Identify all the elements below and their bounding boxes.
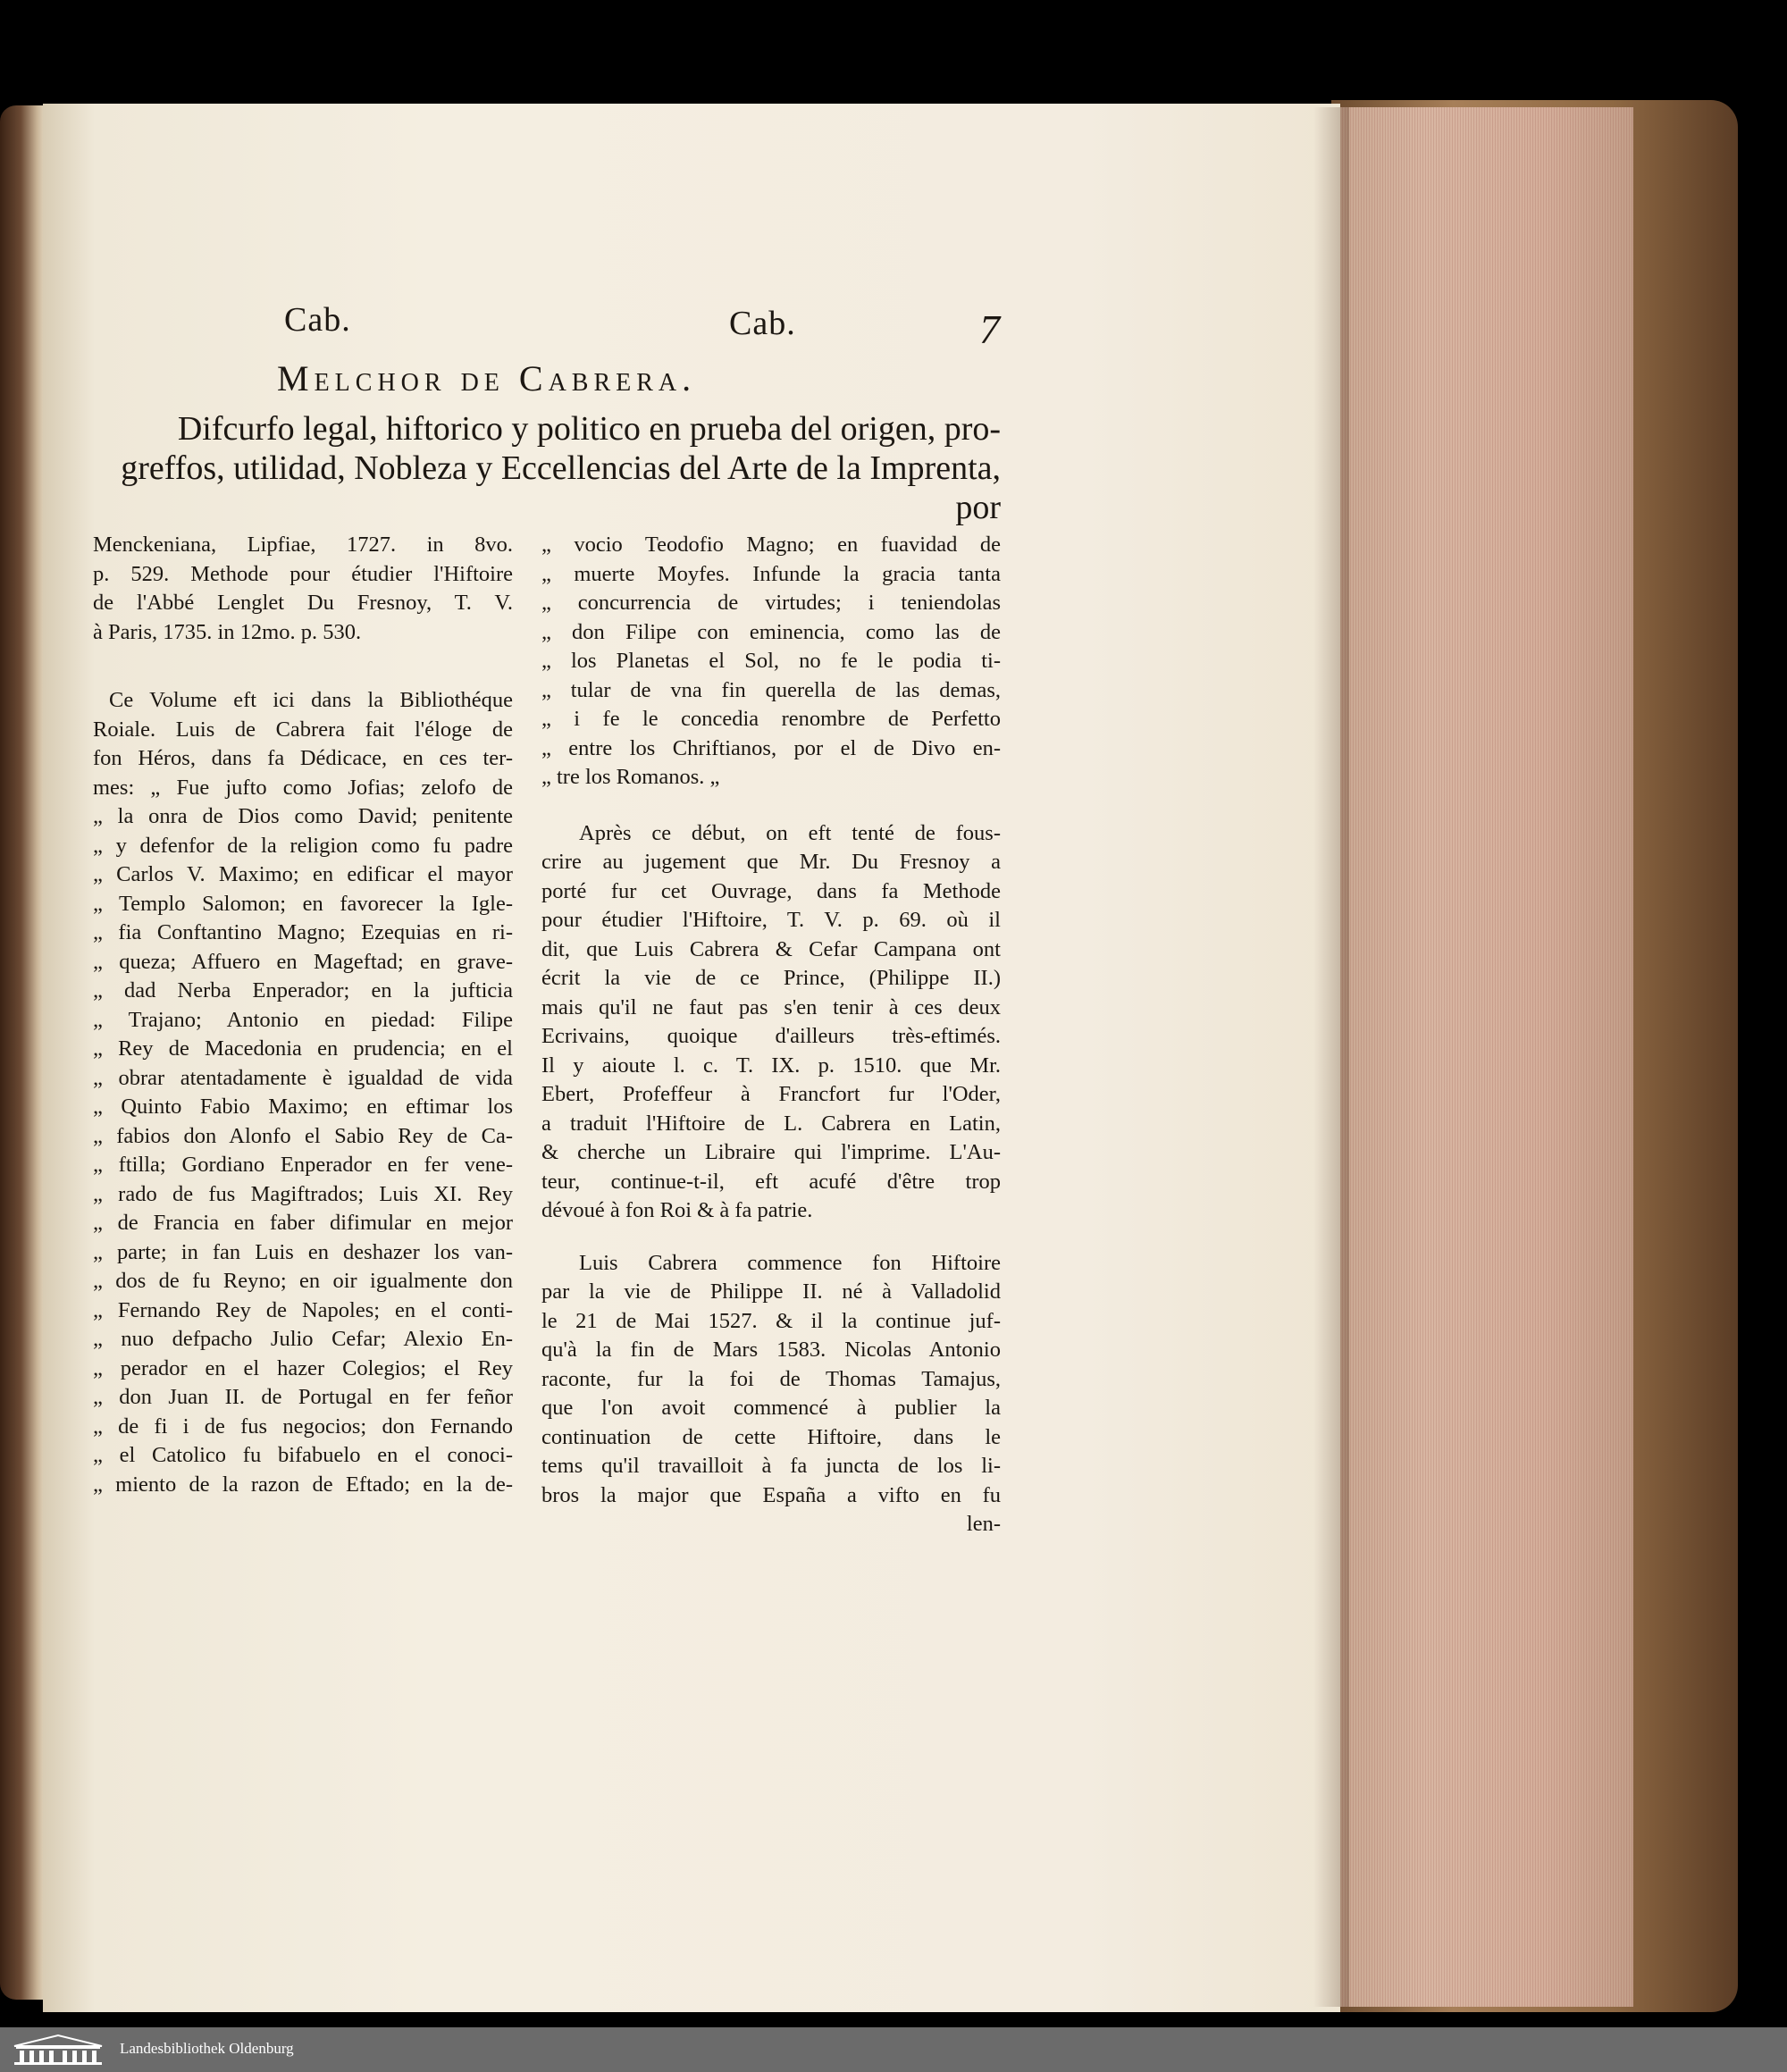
quote-line: „ entre los Chriftianos, por el de Divo en- [541, 735, 1001, 760]
body-line: par la vie de Philippe II. né à Valladolid [541, 1279, 1001, 1304]
body-line: Roiale. Luis de Cabrera fait l'éloge de [93, 717, 513, 742]
body-line: „ Templo Salomon; en favorecer la Igle- [93, 891, 513, 916]
body-line: „ don Juan II. de Portugal en fer feñor [93, 1385, 513, 1409]
body-line: dévoué à fon Roi & à fa patrie. [541, 1198, 813, 1222]
body-line: „ Fernando Rey de Napoles; en el conti- [93, 1297, 513, 1322]
reference-line: de l'Abbé Lenglet Du Fresnoy, T. V. [93, 591, 513, 615]
quote-line: „ concurrencia de virtudes; i teniendolas [541, 591, 1001, 615]
body-line: & cherche un Libraire qui l'imprime. L'Au- [541, 1140, 1001, 1164]
body-line: mes: „ Fue jufto como Jofias; zelofo de [93, 775, 513, 800]
body-line: teur, continue-t-il, eft acufé d'être trop [541, 1169, 1001, 1194]
body-line: continuation de cette Hiftoire, dans le [541, 1424, 1001, 1449]
body-line: „ queza; Affuero en Mageftad; en grave- [93, 949, 513, 974]
body-line: „ nuo defpacho Julio Cefar; Alexio En- [93, 1327, 513, 1351]
catchword-right: Cab. [729, 305, 796, 342]
body-line: fon Héros, dans fa Dédicace, en ces ter- [93, 746, 513, 770]
body-line: Il y aioute l. c. T. IX. p. 1510. que Mr. [541, 1053, 1001, 1078]
body-line: raconte, fur la foi de Thomas Tamajus, [541, 1366, 1001, 1391]
gutter-shadow [1313, 107, 1349, 2007]
library-building-icon [13, 2034, 104, 2066]
body-line: „ dad Nerba Enperador; en la jufticia [93, 978, 513, 1002]
body-line: „ rado de fus Magiftrados; Luis XI. Rey [93, 1181, 513, 1206]
body-line: Ebert, Profeffeur à Francfort fur l'Oder, [541, 1082, 1001, 1106]
body-line: Ce Volume eft ici dans la Bibliothéque [109, 688, 513, 712]
page-number: 7 [979, 306, 1000, 352]
quote-line: „ tular de vna fin querella de las demas, [541, 677, 1001, 702]
body-line: „ obrar atentadamente è igualdad de vida [93, 1065, 513, 1090]
body-line: bros la major que España a vifto en fu [541, 1482, 1001, 1507]
body-line: a traduit l'Hiftoire de L. Cabrera en Latin, [541, 1111, 1001, 1136]
library-name: Landesbibliothek Oldenburg [120, 2040, 294, 2057]
reference-line: Menckeniana, Lipfiae, 1727. in 8vo. [93, 533, 513, 557]
body-line: Ecrivains, quoique d'ailleurs très-eftimés. [541, 1024, 1001, 1048]
body-line: „ perador en el hazer Colegios; el Rey [93, 1355, 513, 1380]
body-line: tems qu'il travailloit à fa juncta de los li- [541, 1454, 1001, 1478]
left-column [93, 531, 513, 1499]
body-line: „ fabios don Alonfo el Sabio Rey de Ca- [93, 1123, 513, 1148]
body-line: „ de Francia en faber difimular en mejor [93, 1211, 513, 1235]
body-line: mais qu'il ne faut pas s'en tenir à ces deux [541, 994, 1001, 1019]
body-line: „ la onra de Dios como David; penitente [93, 804, 513, 828]
body-line: le 21 de Mai 1527. & il la continue juf- [541, 1308, 1001, 1333]
body-line: „ miento de la razon de Eftado; en la de- [93, 1472, 513, 1497]
body-line: crire au jugement que Mr. Du Fresnoy a [541, 850, 1001, 874]
body-line: „ fia Conftantino Magno; Ezequias en ri- [93, 920, 513, 944]
facing-page-edge [0, 105, 46, 2000]
body-line: écrit la vie de ce Prince, (Philippe II.) [541, 966, 1001, 990]
body-line: „ Rey de Macedonia en prudencia; en el [93, 1036, 513, 1061]
catchword-left: Cab. [284, 301, 351, 339]
body-line: len- [966, 1512, 1001, 1536]
title-line: por [955, 489, 1001, 526]
body-line: dit, que Luis Cabrera & Cefar Campana ont [541, 936, 1001, 961]
body-line: que l'on avoit commencé à publier la [541, 1396, 1001, 1420]
quote-line: „ los Planetas el Sol, no fe le podia ti- [541, 649, 1001, 673]
page-block-edges [1337, 107, 1633, 2007]
reference-line: à Paris, 1735. in 12mo. p. 530. [93, 619, 362, 644]
body-line: „ parte; in fan Luis en deshazer los van- [93, 1239, 513, 1264]
body-line: „ Quinto Fabio Maximo; en eftimar los [93, 1095, 513, 1119]
title-line: greffos, utilidad, Nobleza y Eccellencias del Arte de la Imprenta, [121, 449, 1001, 487]
body-line: „ dos de fu Reyno; en oir igualmente don [93, 1269, 513, 1293]
author-heading: Melchor de Cabrera. [277, 358, 697, 398]
body-line: porté fur cet Ouvrage, dans fa Methode [541, 878, 1001, 903]
quote-line: „ i fe le concedia renombre de Perfetto [541, 707, 1001, 731]
right-column [541, 531, 1001, 1539]
body-line: Luis Cabrera commence fon Hiftoire [579, 1250, 1001, 1275]
body-line: „ el Catolico fu bifabuelo en el conoci- [93, 1443, 513, 1467]
paragraph-gap [93, 647, 513, 686]
body-line: „ Trajano; Antonio en piedad: Filipe [93, 1007, 513, 1032]
quote-line: „ vocio Teodofio Magno; en fuavidad de [541, 533, 1001, 557]
body-line: qu'à la fin de Mars 1583. Nicolas Antonio [541, 1338, 1001, 1362]
body-line: Après ce début, on eft tenté de fous- [579, 820, 1001, 845]
body-line: „ ftilla; Gordiano Enperador en fer vene- [93, 1153, 513, 1177]
quote-line: „ muerte Moyfes. Infunde la gracia tanta [541, 561, 1001, 586]
paragraph-gap [541, 1226, 1001, 1249]
reference-line: p. 529. Methode pour étudier l'Hiftoire [93, 561, 513, 586]
paragraph-gap [541, 793, 1001, 819]
quote-line: „ tre los Romanos. „ [541, 765, 720, 789]
book-title-entry [107, 409, 1001, 527]
body-line: „ de fi i de fus negocios; don Fernando [93, 1413, 513, 1439]
title-line: Difcurfo legal, hiftorico y politico en prueba del origen, pro- [177, 410, 1001, 448]
body-line: „ y defenfor de la religion como fu padre [93, 833, 513, 858]
body-line: pour étudier l'Hiftoire, T. V. p. 69. où il [541, 908, 1001, 932]
quote-line: „ don Filipe con eminencia, como las de [541, 619, 1001, 644]
body-line: „ Carlos V. Maximo; en edificar el mayor [93, 862, 513, 886]
